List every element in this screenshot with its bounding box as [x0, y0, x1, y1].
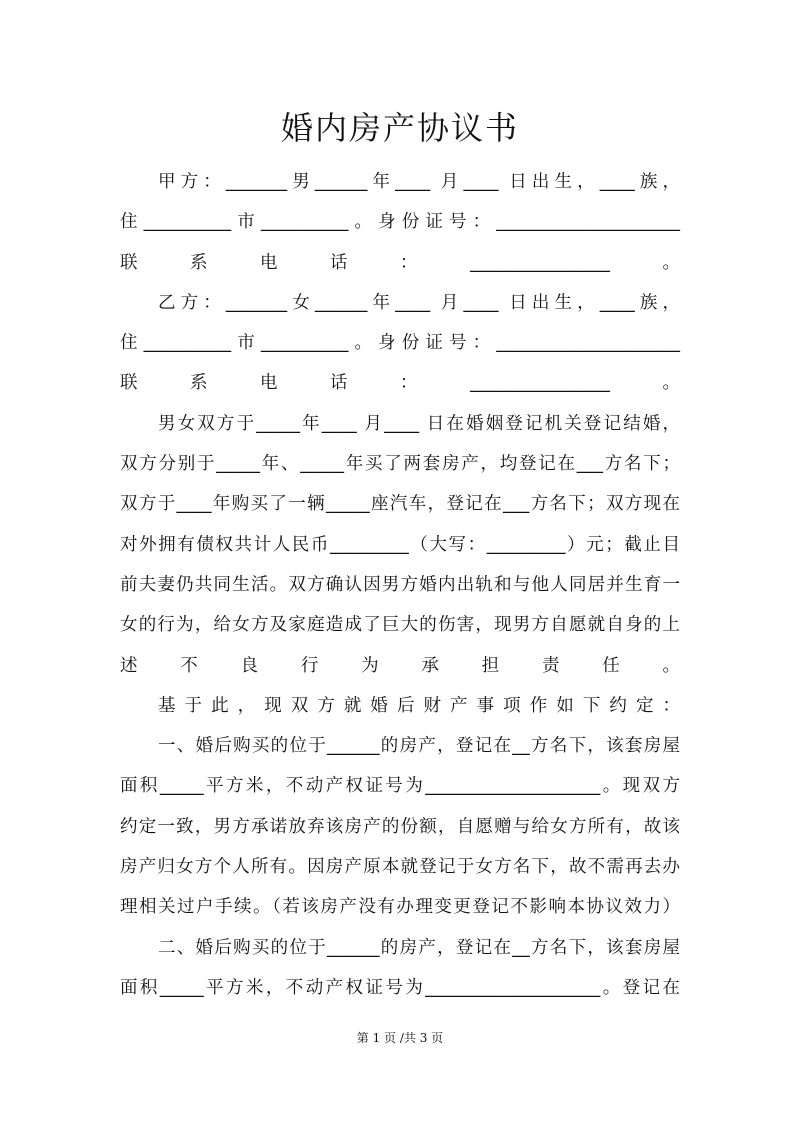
text-line: 约定一致，男方承诺放弃该房产的份额，自愿赠与给女方所有，故该 — [120, 816, 680, 837]
text-line: 乙方：_______女______年____ 月____ 日出生，____族， — [158, 292, 680, 313]
text-line: 甲方：_______男______年____ 月____ 日出生，____族， — [158, 172, 680, 192]
document-body — [120, 162, 680, 1008]
text-line: 双方分别于_____年、_____年买了两套房产，均登记在___方名下； — [120, 454, 680, 475]
text-line: 双方于____年购买了一辆_____座汽车，登记在___方名下；双方现在 — [120, 494, 680, 515]
text-line: 基于此，现双方就婚后财产事项作如下约定： — [158, 695, 680, 716]
text-line: 面积_____平方米，不动产权证号为____________________。登记在 — [120, 977, 680, 998]
text-line: 理相关过户手续。（若该房产没有办理变更登记不影响本协议效力） — [120, 897, 680, 918]
text-line: 联系电话：________________。 — [120, 252, 680, 273]
text-line: 二、婚后购买的位于______的房产，登记在__方名下，该套房屋 — [158, 937, 680, 958]
text-line: 住__________市__________。身份证号：_____________________ — [120, 212, 680, 233]
text-line: 对外拥有债权共计人民币_________（大写：_________）元；截止目 — [120, 534, 680, 555]
text-line: 女的行为，给女方及家庭造成了巨大的伤害，现男方自愿就自身的上 — [120, 615, 680, 636]
text-line: 面积_____平方米，不动产权证号为____________________。现双方 — [120, 776, 680, 797]
text-line: 前夫妻仍共同生活。双方确认因男方婚内出轨和与他人同居并生育一 — [120, 574, 680, 595]
text-line: 述不良行为承担责任。 — [120, 655, 680, 676]
text-line: 住__________市__________。身份证号：_____________________ — [120, 333, 680, 354]
page-footer: 第 1 页 /共 3 页 — [356, 1031, 444, 1045]
text-line: 联系电话：________________。 — [120, 373, 680, 394]
text-line: 房产归女方个人所有。因房产原本就登记于女方名下，故不需再去办 — [120, 857, 680, 878]
document-title: 婚内房产协议书 — [280, 109, 519, 147]
text-line: 一、婚后购买的位于______的房产，登记在__方名下，该套房屋 — [158, 736, 680, 757]
text-line: 男女双方于_____年____ 月____ 日在婚姻登记机关登记结婚， — [158, 413, 680, 434]
